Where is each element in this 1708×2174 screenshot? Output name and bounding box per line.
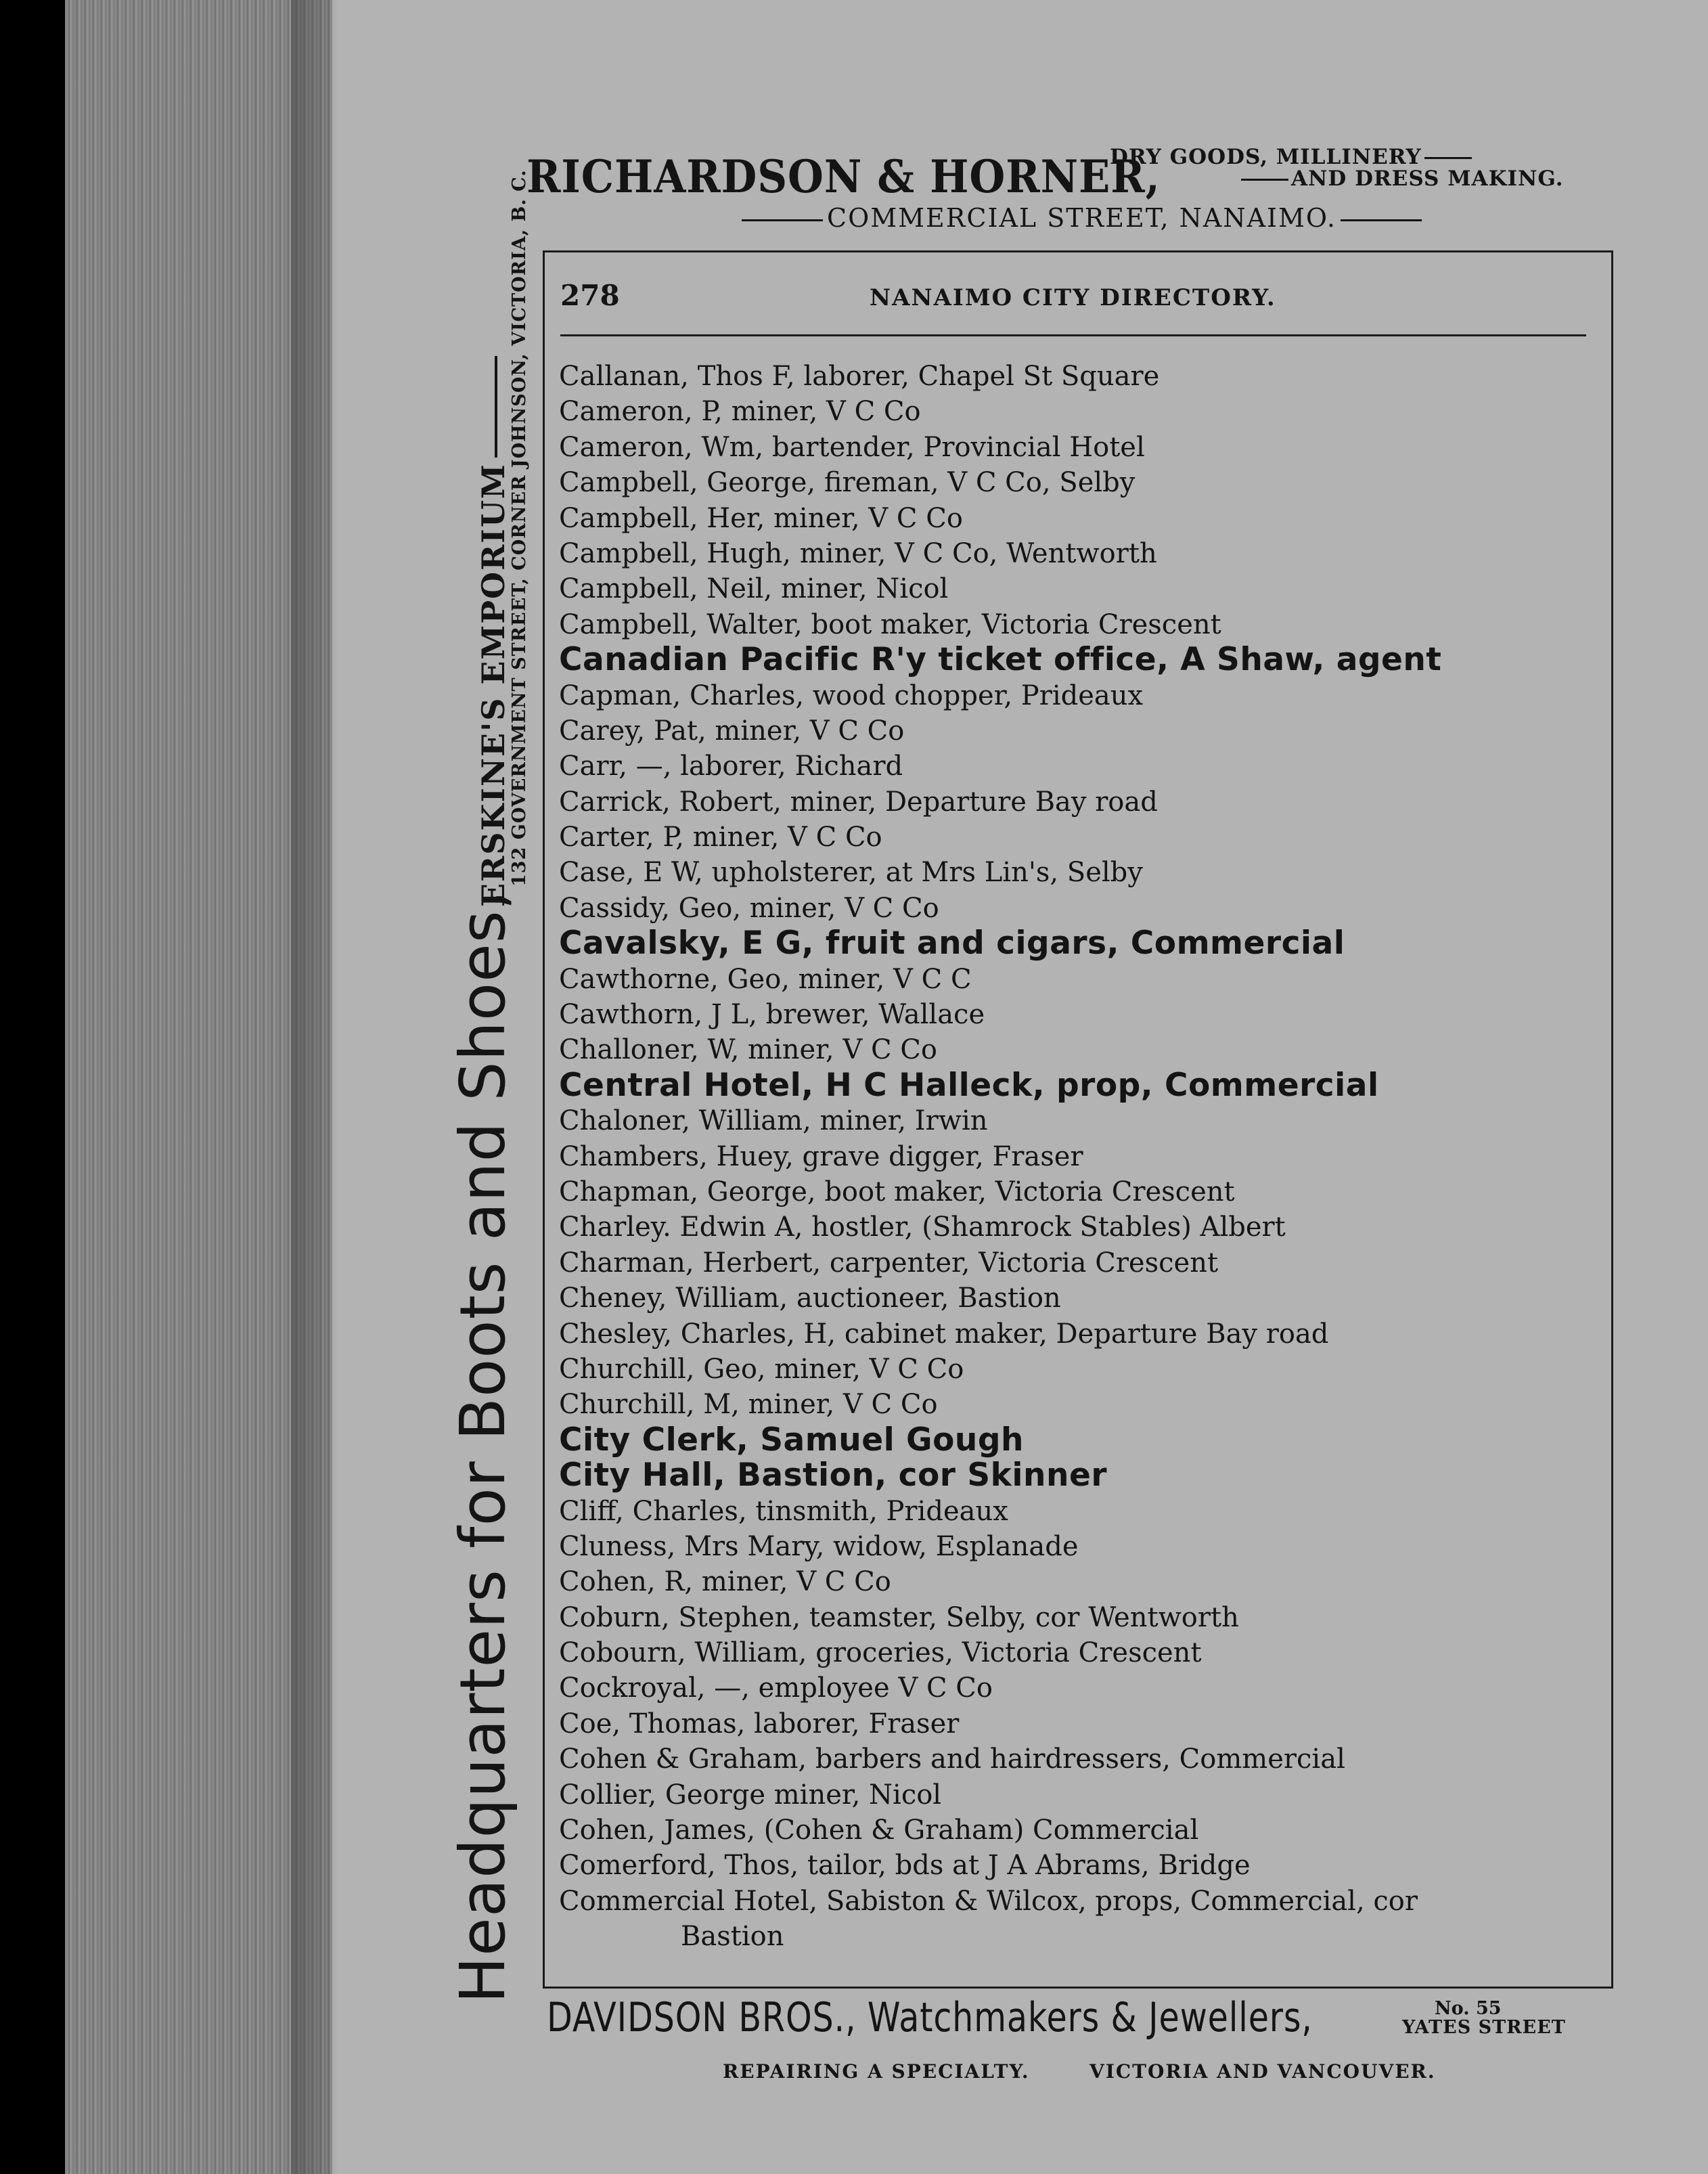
directory-entry: Carrick, Robert, miner, Departure Bay road <box>559 786 1158 818</box>
rule-dash <box>495 356 497 458</box>
page-edge-shadow <box>291 0 338 2174</box>
side-ad-emporium-text: ERSKINE'S EMPORIUM <box>475 463 512 907</box>
rule-dash <box>1341 219 1422 221</box>
bottom-ad-business-name: DAVIDSON BROS., Watchmakers & Jewellers, <box>547 1994 1313 2041</box>
directory-entry: Campbell, Her, miner, V C Co <box>559 502 963 534</box>
rule-dash <box>1424 157 1472 159</box>
directory-entry: Coburn, Stephen, teamster, Selby, cor Wentworth <box>559 1601 1239 1633</box>
directory-entry: Chesley, Charles, H, cabinet maker, Departure Bay road <box>559 1318 1329 1350</box>
page-number: 278 <box>560 279 620 312</box>
directory-entry: Cohen & Graham, barbers and hairdressers, Commercial <box>559 1744 1345 1775</box>
directory-entry: Challoner, W, miner, V C Co <box>559 1034 937 1066</box>
directory-entry: Churchill, M, miner, V C Co <box>559 1389 938 1421</box>
directory-entry: Campbell, George, fireman, V C Co, Selby <box>559 467 1136 499</box>
rule-dash <box>742 219 823 221</box>
directory-entries <box>559 359 1601 1955</box>
directory-entry-continuation: Bastion <box>681 1921 784 1953</box>
directory-entry: Carr, —, laborer, Richard <box>559 751 903 782</box>
directory-entry: Cawthorn, J L, brewer, Wallace <box>559 999 985 1031</box>
directory-entry: Churchill, Geo, miner, V C Co <box>559 1353 964 1385</box>
directory-entry: Cawthorne, Geo, miner, V C C <box>559 963 972 995</box>
directory-entry-display: City Hall, Bastion, cor Skinner <box>559 1457 1108 1494</box>
directory-entry: Cohen, James, (Cohen & Graham) Commercial <box>559 1815 1199 1846</box>
directory-entry: Charley. Edwin A, hostler, (Shamrock Stables) Albert <box>559 1212 1286 1243</box>
side-ad-emporium <box>475 356 512 907</box>
directory-entry: Cameron, P, miner, V C Co <box>559 396 921 428</box>
directory-entry: Carey, Pat, miner, V C Co <box>559 715 905 747</box>
directory-entry: Cockroyal, —, employee V C Co <box>559 1672 993 1704</box>
running-head: NANAIMO CITY DIRECTORY. <box>870 284 1276 311</box>
directory-entry: Cobourn, William, groceries, Victoria Crescent <box>559 1637 1202 1669</box>
directory-entry-display: Cavalsky, E G, fruit and cigars, Commercial <box>559 925 1345 962</box>
top-ad-street-text: COMMERCIAL STREET, NANAIMO. <box>827 203 1336 233</box>
directory-entry: Cohen, R, miner, V C Co <box>559 1566 891 1598</box>
top-ad-goods-text-2: AND DRESS MAKING. <box>1291 167 1564 191</box>
directory-entry: Cluness, Mrs Mary, widow, Esplanade <box>559 1530 1079 1562</box>
side-ad-headquarters: Headquarters for Boots and Shoes, <box>447 889 519 2003</box>
directory-entry: Campbell, Walter, boot maker, Victoria Crescent <box>559 608 1221 640</box>
directory-entry: Chambers, Huey, grave digger, Fraser <box>559 1140 1083 1172</box>
bottom-ad-repairing: REPAIRING A SPECIALTY. <box>723 2060 1030 2083</box>
directory-entry: Collier, George miner, Nicol <box>559 1779 942 1811</box>
top-ad-business-name: RICHARDSON & HORNER, <box>526 150 1161 203</box>
directory-entry: Commercial Hotel, Sabiston & Wilcox, props, Commercial, cor <box>559 1885 1418 1917</box>
directory-entry: Charman, Herbert, carpenter, Victoria Crescent <box>559 1247 1219 1279</box>
directory-entry: Cassidy, Geo, miner, V C Co <box>559 892 939 924</box>
rule-dash <box>1241 179 1288 181</box>
bottom-ad-cities: VICTORIA AND VANCOUVER. <box>1089 2060 1436 2083</box>
top-ad-goods-line-2 <box>1238 167 1564 191</box>
directory-entry: Cameron, Wm, bartender, Provincial Hotel <box>559 431 1145 463</box>
directory-entry-display: City Clerk, Samuel Gough <box>559 1421 1024 1459</box>
directory-entry: Coe, Thomas, laborer, Fraser <box>559 1708 960 1739</box>
directory-entry: Cheney, William, auctioneer, Bastion <box>559 1283 1061 1314</box>
directory-entry: Campbell, Neil, miner, Nicol <box>559 573 949 605</box>
directory-entry: Chapman, George, boot maker, Victoria Crescent <box>559 1176 1235 1207</box>
directory-entry: Capman, Charles, wood chopper, Prideaux <box>559 680 1144 711</box>
top-ad-street-line <box>738 203 1426 233</box>
directory-entry: Callanan, Thos F, laborer, Chapel St Square <box>559 361 1160 392</box>
directory-entry: Case, E W, upholsterer, at Mrs Lin's, Selby <box>559 857 1143 889</box>
directory-entry-display: Central Hotel, H C Halleck, prop, Commercial <box>559 1066 1379 1104</box>
top-ad-goods-text-1: DRY GOODS, MILLINERY <box>1110 145 1422 169</box>
directory-entry: Campbell, Hugh, miner, V C Co, Wentworth <box>559 537 1157 569</box>
directory-entry: Comerford, Thos, tailor, bds at J A Abrams, Bridge <box>559 1850 1251 1882</box>
directory-entry-display: Canadian Pacific R'y ticket office, A Shaw, agent <box>559 641 1442 679</box>
directory-entry: Chaloner, William, miner, Irwin <box>559 1105 988 1137</box>
side-ad-address: 132 GOVERNMENT STREET, CORNER JOHNSON, VICTORIA, B. C. <box>509 169 530 887</box>
scan-border <box>0 0 65 2174</box>
directory-entry: Carter, P, miner, V C Co <box>559 822 882 853</box>
directory-entry: Cliff, Charles, tinsmith, Prideaux <box>559 1495 1008 1527</box>
bottom-ad-street-number: No. 55 <box>1435 1998 1502 2019</box>
top-ad-goods-line-1 <box>1110 145 1475 169</box>
bottom-ad-street: YATES STREET <box>1402 2017 1566 2038</box>
header-rule <box>560 334 1586 336</box>
